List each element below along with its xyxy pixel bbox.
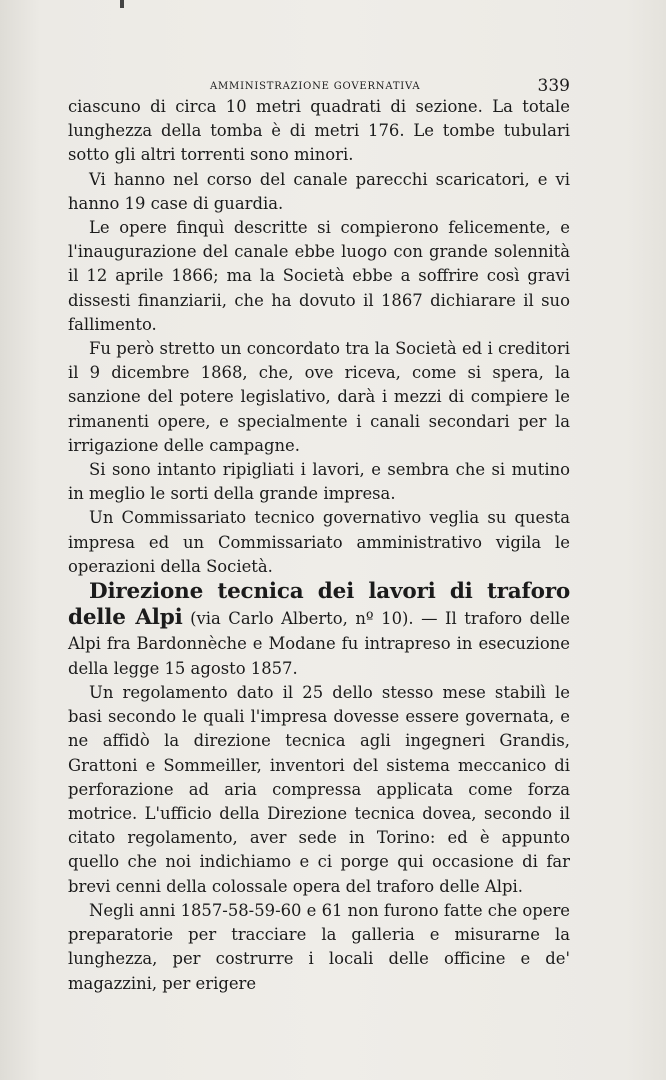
- section-paragraph: [68, 579, 570, 681]
- paragraph: Fu però stretto un concordato tra la Società ed i creditori il 9 dicembre 1868, che, ove riceva, come si spera, la sanzione del potere legislativo, darà i mezzi di compiere le rimanenti opere, e specialmente i canali secondari per la irrigazione delle campagne.: [68, 339, 570, 455]
- paragraph: Un regolamento dato il 25 dello stesso mese stabilì le basi secondo le quali l'impresa dovesse essere governata, e ne affidò la direzione tecnica agli ingegneri Grandis, Grattoni e Sommeiller, inventori del sistema meccanico di perforazione ad aria compressa applicata come forza motrice. L'ufficio della Direzione tecnica dovea, secondo il citato regolamento, aver sede in Torino: ed è appunto quello che noi indichiamo e ci porge qui occasione di far brevi cenni della colossale opera del traforo delle Alpi.: [68, 683, 570, 896]
- page-header: [68, 76, 570, 96]
- paragraph: Le opere finquì descritte si compierono felicemente, e l'inaugurazione del canale ebbe luogo con grande solennità il 12 aprile 1866; ma la Società ebbe a soffrire così gravi dissesti finanziarii, che ha dovuto il 1867 dichiarare il suo fallimento.: [68, 218, 570, 334]
- page-body: [68, 95, 570, 996]
- paragraph: ciascuno di circa 10 metri quadrati di sezione. La totale lunghezza della tomba è di metri 176. Le tombe tubulari sotto gli altri torrenti sono minori.: [68, 97, 570, 165]
- section-heading: Direzione tecnica dei lavori di traforo delle Alpi: [68, 579, 570, 631]
- page-number: 339: [537, 76, 570, 96]
- section-text: (via Carlo Alberto, nº 10). — Il traforo delle Alpi fra Bardonnèche e Modane fu intrapreso in esecuzione della legge 15 agosto 1857.: [68, 609, 571, 679]
- binding-mark: [120, 0, 124, 8]
- paragraph: Vi hanno nel corso del canale parecchi scaricatori, e vi hanno 19 case di guardia.: [68, 169, 570, 213]
- running-title: AMMINISTRAZIONE GOVERNATIVA: [210, 81, 421, 92]
- paragraph: Un Commissariato tecnico governativo veglia su questa impresa ed un Commissariato amministrativo vigila le operazioni della Società.: [68, 508, 570, 576]
- paragraph: Si sono intanto ripigliati i lavori, e sembra che si mutino in meglio le sorti della grande impresa.: [68, 460, 570, 504]
- paragraph: Negli anni 1857-58-59-60 e 61 non furono fatte che opere preparatorie per tracciare la galleria e misurarne la lunghezza, per costrurre i locali delle officine e de' magazzini, per erigere: [68, 900, 570, 993]
